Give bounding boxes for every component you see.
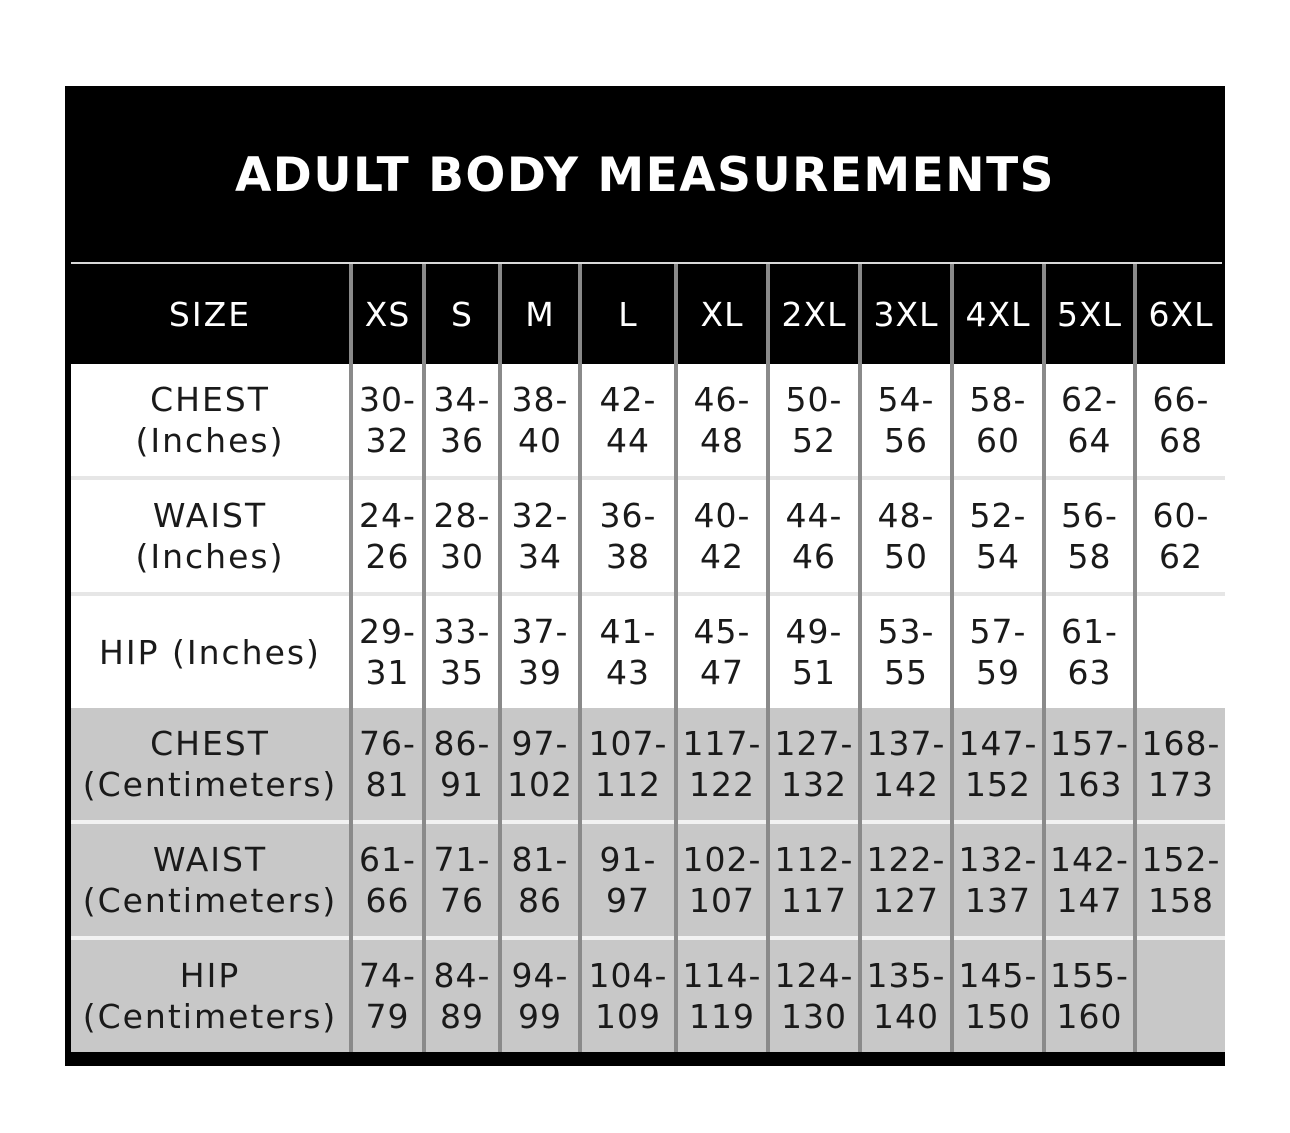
measurement-cell	[424, 364, 500, 478]
measurement-value-line: 58-	[969, 380, 1027, 419]
measurement-value-line: 32-	[511, 496, 569, 535]
size-header-cell: 6XL	[1135, 264, 1225, 364]
measurement-cell	[424, 708, 500, 822]
measurement-value-line: 142	[873, 765, 939, 804]
measurement-value-line: 50-	[785, 380, 843, 419]
measurement-value-line: 76-	[359, 724, 416, 763]
measurement-value-line: 52-	[969, 496, 1027, 535]
measurement-cell	[351, 822, 424, 938]
measurement-cell	[500, 364, 580, 478]
measurement-cell	[351, 594, 424, 708]
measurement-value-line: 89	[440, 997, 484, 1036]
measurement-value-line: 137	[965, 881, 1031, 920]
measurement-value-line: 91-	[599, 840, 657, 879]
measurement-value-line: 155-	[1050, 956, 1129, 995]
size-header-cell: 2XL	[768, 264, 860, 364]
measurement-cell	[676, 938, 768, 1052]
measurement-cell	[768, 478, 860, 594]
measurement-cell	[580, 822, 676, 938]
measurement-cell	[952, 594, 1044, 708]
measurement-value-line: 81	[365, 765, 410, 804]
measurement-value-line: 117	[781, 881, 847, 920]
measurement-cell	[500, 594, 580, 708]
measurement-cell	[768, 364, 860, 478]
row-label-line: (Centimeters)	[82, 765, 338, 804]
table-row	[71, 364, 1225, 478]
row-label	[71, 478, 351, 594]
measurement-value-line: 60-	[1152, 496, 1210, 535]
measurement-value-line: 61-	[359, 840, 416, 879]
row-label	[71, 822, 351, 938]
measurement-value-line: 152	[965, 765, 1031, 804]
measurement-cell	[1135, 594, 1225, 708]
size-header-cell: 3XL	[860, 264, 952, 364]
measurements-table	[71, 264, 1225, 1052]
measurement-value-line: 35	[440, 653, 484, 692]
table-row	[71, 938, 1225, 1052]
measurement-value-line: 39	[518, 653, 562, 692]
row-label	[71, 594, 351, 708]
measurement-value-line: 38-	[511, 380, 569, 419]
measurement-value-line: 112	[595, 765, 661, 804]
measurement-cell	[1044, 822, 1135, 938]
measurement-value-line: 117-	[682, 724, 762, 763]
measurement-value-line: 50	[884, 537, 928, 576]
size-header-label: SIZE	[71, 264, 351, 364]
measurement-value-line: 97-	[511, 724, 569, 763]
measurement-value-line: 158	[1148, 881, 1214, 920]
measurement-cell	[860, 594, 952, 708]
measurement-cell	[1135, 364, 1225, 478]
measurement-value-line: 68	[1159, 421, 1203, 460]
measurement-value-line: 130	[781, 997, 847, 1036]
measurement-cell	[424, 822, 500, 938]
measurement-value-line: 109	[595, 997, 661, 1036]
measurement-value-line: 43	[606, 653, 650, 692]
measurement-cell	[580, 938, 676, 1052]
measurement-cell	[952, 822, 1044, 938]
measurement-value-line: 59	[976, 653, 1020, 692]
measurement-cell	[500, 938, 580, 1052]
size-header-cell: M	[500, 264, 580, 364]
size-header-cell: S	[424, 264, 500, 364]
measurement-value-line: 81-	[511, 840, 569, 879]
size-header-cell: 4XL	[952, 264, 1044, 364]
measurement-value-line: 114-	[682, 956, 762, 995]
size-chart	[65, 86, 1225, 1066]
measurement-cell	[351, 708, 424, 822]
measurement-value-line: 26	[365, 537, 410, 576]
measurement-value-line: 127	[873, 881, 939, 920]
measurement-cell	[1044, 938, 1135, 1052]
row-label	[71, 938, 351, 1052]
measurement-cell	[351, 364, 424, 478]
measurement-value-line: 40-	[693, 496, 751, 535]
measurement-value-line: 79	[365, 997, 410, 1036]
measurement-value-line: 102	[507, 765, 573, 804]
table-row	[71, 478, 1225, 594]
measurement-value-line: 33-	[433, 612, 491, 651]
measurement-value-line: 91	[440, 765, 484, 804]
measurement-value-line: 44	[606, 421, 650, 460]
measurement-cell	[860, 938, 952, 1052]
measurement-cell	[580, 364, 676, 478]
measurement-value-line: 84-	[433, 956, 491, 995]
measurement-cell	[860, 708, 952, 822]
measurement-cell	[500, 822, 580, 938]
measurement-cell	[580, 594, 676, 708]
measurement-cell	[1135, 822, 1225, 938]
measurement-cell	[676, 594, 768, 708]
measurement-value-line: 52	[792, 421, 836, 460]
chart-title: ADULT BODY MEASUREMENTS	[234, 147, 1056, 203]
measurement-value-line: 142-	[1050, 840, 1129, 879]
measurement-cell	[1135, 708, 1225, 822]
measurement-value-line: 150	[965, 997, 1031, 1036]
measurement-cell	[424, 938, 500, 1052]
bottom-border	[65, 1060, 1225, 1066]
measurement-value-line: 66	[365, 881, 410, 920]
measurement-value-line: 58	[1067, 537, 1112, 576]
measurement-value-line: 86	[518, 881, 562, 920]
row-label-line: (Centimeters)	[82, 881, 338, 920]
measurement-cell	[768, 938, 860, 1052]
row-label-line: (Centimeters)	[82, 997, 338, 1036]
measurement-value-line: 46	[792, 537, 836, 576]
measurement-cell	[952, 708, 1044, 822]
measurement-value-line: 94-	[511, 956, 569, 995]
measurement-value-line: 54	[976, 537, 1020, 576]
measurement-value-line: 42-	[599, 380, 657, 419]
measurement-value-line: 145-	[958, 956, 1038, 995]
measurement-value-line: 147-	[958, 724, 1038, 763]
measurement-value-line: 45-	[693, 612, 751, 651]
measurement-value-line: 112-	[774, 840, 854, 879]
measurement-value-line: 55	[884, 653, 928, 692]
row-label-line: WAIST	[152, 496, 268, 535]
row-label	[71, 708, 351, 822]
measurement-value-line: 62	[1159, 537, 1203, 576]
measurement-cell	[1044, 478, 1135, 594]
table-row	[71, 594, 1225, 708]
measurement-value-line: 62-	[1061, 380, 1118, 419]
measurement-value-line: 135-	[866, 956, 946, 995]
measurement-cell	[676, 478, 768, 594]
measurement-value-line: 30-	[359, 380, 416, 419]
measurement-cell	[860, 822, 952, 938]
measurement-cell	[580, 708, 676, 822]
row-label-line: HIP	[179, 956, 241, 995]
measurement-value-line: 34-	[433, 380, 491, 419]
measurement-value-line: 42	[700, 537, 744, 576]
measurement-cell	[676, 364, 768, 478]
measurement-value-line: 24-	[359, 496, 416, 535]
row-label-line: CHEST	[150, 724, 270, 763]
measurement-value-line: 122	[689, 765, 755, 804]
measurement-value-line: 54-	[877, 380, 935, 419]
measurement-value-line: 168-	[1141, 724, 1221, 763]
table-body	[71, 264, 1225, 1052]
measurement-cell	[768, 708, 860, 822]
row-label	[71, 364, 351, 478]
size-header-cell: XS	[351, 264, 424, 364]
measurement-value-line: 53-	[877, 612, 935, 651]
measurement-value-line: 36-	[599, 496, 657, 535]
measurement-value-line: 157-	[1050, 724, 1129, 763]
measurement-value-line: 122-	[866, 840, 946, 879]
measurement-value-line: 102-	[682, 840, 762, 879]
measurement-value-line: 36	[440, 421, 484, 460]
row-label-line: HIP (Inches)	[99, 632, 321, 672]
size-header-cell: L	[580, 264, 676, 364]
measurement-value-line: 86-	[433, 724, 491, 763]
measurement-value-line: 32	[365, 421, 410, 460]
measurement-value-line: 160	[1056, 997, 1123, 1036]
measurement-cell	[952, 478, 1044, 594]
measurement-value-line: 31	[365, 653, 410, 692]
row-label-line: (Inches)	[135, 537, 285, 576]
measurement-cell	[1044, 364, 1135, 478]
measurement-value-line: 61-	[1061, 612, 1118, 651]
measurement-cell	[424, 594, 500, 708]
measurement-value-line: 99	[518, 997, 562, 1036]
measurement-value-line: 132	[781, 765, 847, 804]
measurement-value-line: 48-	[877, 496, 935, 535]
measurement-value-line: 41-	[599, 612, 657, 651]
measurement-value-line: 63	[1067, 653, 1112, 692]
measurement-value-line: 66-	[1152, 380, 1210, 419]
header-row	[71, 264, 1225, 364]
measurement-value-line: 56-	[1061, 496, 1118, 535]
measurement-value-line: 152-	[1141, 840, 1221, 879]
measurement-value-line: 107-	[588, 724, 668, 763]
measurement-value-line: 37-	[511, 612, 569, 651]
row-label-line: (Inches)	[135, 421, 285, 460]
measurement-value-line: 140	[873, 997, 939, 1036]
measurement-cell	[952, 938, 1044, 1052]
measurement-value-line: 28-	[433, 496, 491, 535]
measurement-cell	[500, 708, 580, 822]
measurement-value-line: 47	[700, 653, 744, 692]
measurement-cell	[580, 478, 676, 594]
measurement-value-line: 137-	[866, 724, 946, 763]
measurement-cell	[1044, 594, 1135, 708]
measurement-value-line: 48	[700, 421, 744, 460]
measurement-value-line: 107	[689, 881, 755, 920]
measurement-value-line: 127-	[774, 724, 854, 763]
measurement-value-line: 51	[792, 653, 836, 692]
measurement-cell	[351, 938, 424, 1052]
measurement-cell	[676, 708, 768, 822]
measurement-value-line: 104-	[588, 956, 668, 995]
measurement-value-line: 97	[606, 881, 650, 920]
measurement-value-line: 173	[1148, 765, 1214, 804]
measurement-value-line: 40	[518, 421, 562, 460]
measurement-value-line: 57-	[969, 612, 1027, 651]
measurement-value-line: 38	[606, 537, 650, 576]
measurement-cell	[860, 478, 952, 594]
measurement-value-line: 46-	[693, 380, 751, 419]
measurement-cell	[1135, 478, 1225, 594]
measurement-value-line: 119	[689, 997, 755, 1036]
measurement-cell	[768, 594, 860, 708]
measurement-value-line: 34	[518, 537, 562, 576]
measurement-cell	[500, 478, 580, 594]
measurement-cell	[952, 364, 1044, 478]
table-row	[71, 708, 1225, 822]
measurement-cell	[768, 822, 860, 938]
size-header-cell: XL	[676, 264, 768, 364]
measurement-value-line: 56	[884, 421, 928, 460]
size-header-cell: 5XL	[1044, 264, 1135, 364]
measurement-cell	[351, 478, 424, 594]
measurement-value-line: 74-	[359, 956, 416, 995]
measurement-value-line: 44-	[785, 496, 843, 535]
measurement-value-line: 147	[1056, 881, 1123, 920]
measurement-value-line: 60	[976, 421, 1020, 460]
measurement-cell	[1135, 938, 1225, 1052]
measurement-cell	[1044, 708, 1135, 822]
measurement-value-line: 49-	[785, 612, 843, 651]
measurement-value-line: 163	[1056, 765, 1123, 804]
measurement-cell	[424, 478, 500, 594]
measurement-cell	[860, 364, 952, 478]
row-label-line: WAIST	[152, 840, 268, 879]
measurement-value-line: 124-	[774, 956, 854, 995]
measurement-value-line: 76	[440, 881, 484, 920]
measurement-value-line: 132-	[958, 840, 1038, 879]
measurement-value-line: 64	[1067, 421, 1112, 460]
measurement-value-line: 30	[440, 537, 484, 576]
measurement-value-line: 29-	[359, 612, 416, 651]
row-label-line: CHEST	[150, 380, 270, 419]
measurement-value-line: 71-	[433, 840, 491, 879]
table-row	[71, 822, 1225, 938]
measurement-cell	[676, 822, 768, 938]
